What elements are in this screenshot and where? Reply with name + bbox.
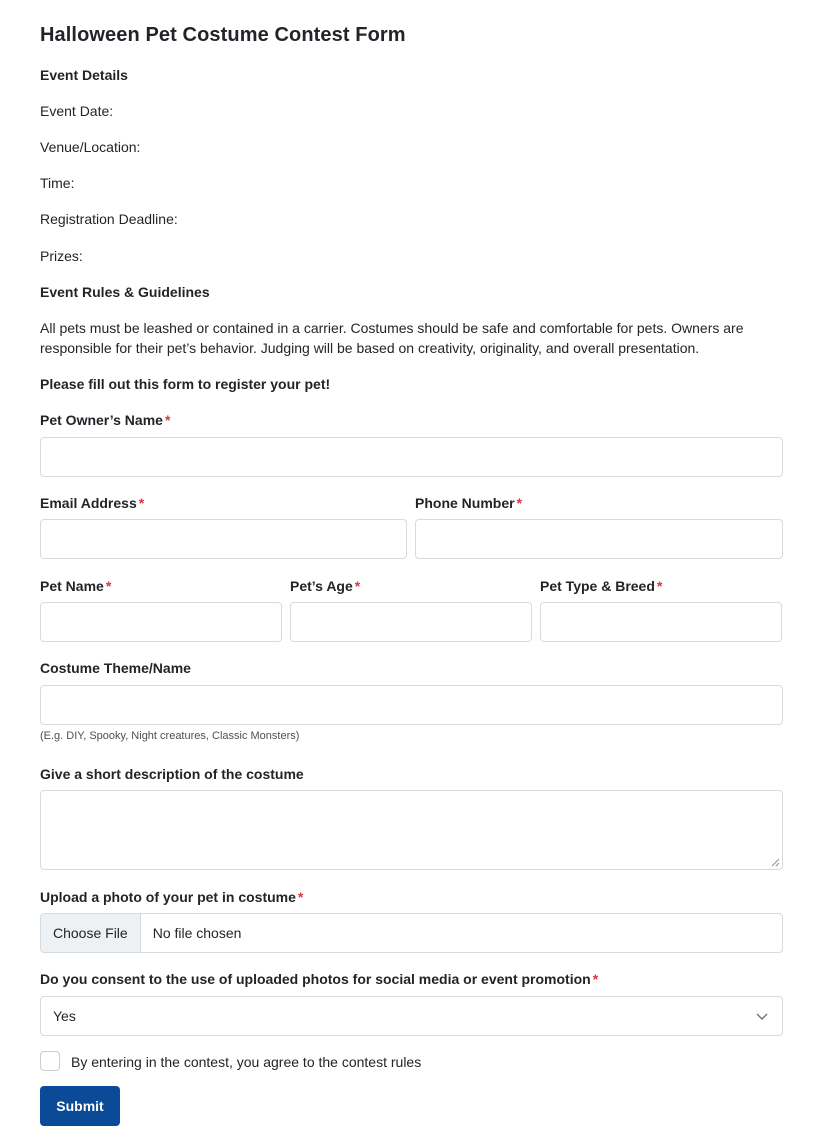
pet-age-input[interactable] <box>290 602 532 642</box>
event-date-label: Event Date: <box>40 103 114 119</box>
pet-age-label <box>290 577 360 595</box>
consent-label-text: Do you consent to the use of uploaded photos for social media or event promotion <box>40 971 591 987</box>
photo-file-input[interactable] <box>40 913 783 953</box>
required-marker: * <box>297 889 304 905</box>
agree-checkbox[interactable] <box>40 1051 60 1071</box>
costume-theme-label: Costume Theme/Name <box>40 660 191 676</box>
register-prompt: Please fill out this form to register your pet! <box>40 376 331 392</box>
required-marker: * <box>592 971 599 987</box>
choose-file-button[interactable]: Choose File <box>41 914 141 952</box>
owner-name-label-text: Pet Owner’s Name <box>40 412 163 428</box>
pet-type-label <box>540 577 662 595</box>
email-input[interactable] <box>40 519 407 559</box>
chevron-down-icon <box>756 1011 768 1021</box>
required-marker: * <box>354 578 361 594</box>
owner-name-input[interactable] <box>40 437 783 477</box>
required-marker: * <box>656 578 663 594</box>
email-label <box>40 494 144 512</box>
phone-label-text: Phone Number <box>415 495 515 511</box>
consent-select[interactable] <box>40 996 783 1036</box>
phone-label <box>415 494 522 512</box>
phone-input[interactable] <box>415 519 783 559</box>
file-status: No file chosen <box>152 925 242 941</box>
required-marker: * <box>516 495 523 511</box>
deadline-label: Registration Deadline: <box>40 211 178 227</box>
description-label: Give a short description of the costume <box>40 766 304 782</box>
photo-label <box>40 888 303 906</box>
time-label: Time: <box>40 175 75 191</box>
venue-label: Venue/Location: <box>40 139 141 155</box>
pet-name-label <box>40 577 111 595</box>
costume-theme-input[interactable] <box>40 685 783 725</box>
pet-name-label-text: Pet Name <box>40 578 104 594</box>
page-title: Halloween Pet Costume Contest Form <box>40 24 406 46</box>
rules-text: All pets must be leashed or contained in a carrier. Costumes should be safe and comfortable for pets. Owners are responsible for their pet’s behavior. Judging will be based on creativity, originality, and overall presentation. <box>40 320 744 356</box>
submit-button[interactable]: Submit <box>40 1086 120 1126</box>
required-marker: * <box>164 412 171 428</box>
consent-label <box>40 970 598 988</box>
costume-theme-help: (E.g. DIY, Spooky, Night creatures, Classic Monsters) <box>40 730 300 742</box>
resize-handle-icon[interactable] <box>771 858 780 867</box>
rules-heading: Event Rules & Guidelines <box>40 284 210 300</box>
pet-type-label-text: Pet Type & Breed <box>540 578 655 594</box>
required-marker: * <box>105 578 112 594</box>
owner-name-label <box>40 411 170 429</box>
pet-name-input[interactable] <box>40 602 282 642</box>
event-details-heading: Event Details <box>40 67 128 83</box>
email-label-text: Email Address <box>40 495 137 511</box>
photo-label-text: Upload a photo of your pet in costume <box>40 889 296 905</box>
pet-age-label-text: Pet’s Age <box>290 578 353 594</box>
consent-selected-value: Yes <box>53 1008 76 1024</box>
pet-type-input[interactable] <box>540 602 782 642</box>
required-marker: * <box>138 495 145 511</box>
description-textarea[interactable] <box>40 790 783 870</box>
prizes-label: Prizes: <box>40 248 83 264</box>
agree-label: By entering in the contest, you agree to the contest rules <box>71 1054 422 1070</box>
